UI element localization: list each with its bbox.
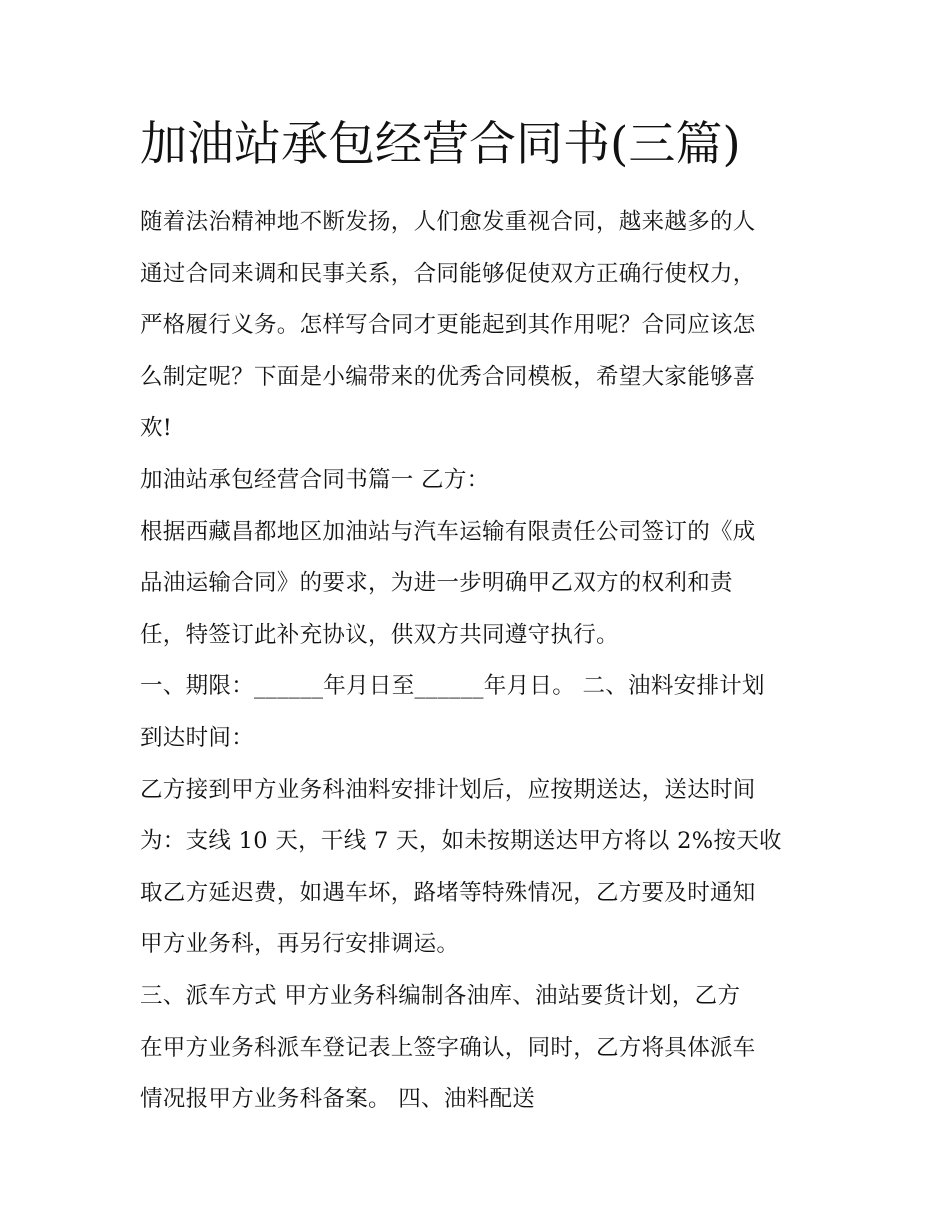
body-line: 随着法治精神地不断发扬，人们愈发重视合同，越来越多的人 <box>140 209 756 235</box>
body-line: 取乙方延迟费，如遇车坏，路堵等特殊情况，乙方要及时通知 <box>140 879 756 906</box>
body-line: 到达时间： <box>140 724 255 751</box>
body-line: 为：支线 10 天，干线 7 天，如未按期送达甲方将以 2%按天收 <box>140 828 782 855</box>
body-line: 严格履行义务。怎样写合同才更能起到其作用呢？合同应该怎 <box>140 312 756 339</box>
body-line: 欢! <box>140 415 173 442</box>
document-title: 加油站承包经营合同书(三篇) <box>140 117 741 172</box>
body-line: 么制定呢？下面是小编带来的优秀合同模板，希望大家能够喜 <box>140 363 756 390</box>
document-body <box>140 197 820 1126</box>
body-line: 在甲方业务科派车登记表上签字确认，同时，乙方将具体派车 <box>140 1034 756 1061</box>
body-line: 情况报甲方业务科备案。 四、油料配送 <box>140 1086 536 1113</box>
body-line: 任，特签订此补充协议，供双方共同遵守执行。 <box>140 621 619 648</box>
body-line: 品油运输合同》的要求，为进一步明确甲乙双方的权利和责 <box>140 570 733 597</box>
body-line: 一、期限：______年月日至______年月日。 二、油料安排计划 <box>140 673 765 700</box>
body-line: 三、派车方式 甲方业务科编制各油库、油站要货计划，乙方 <box>140 982 741 1009</box>
body-line: 乙方接到甲方业务科油料安排计划后，应按期送达，送达时间 <box>140 776 756 803</box>
body-line: 甲方业务科，再另行安排调运。 <box>140 931 460 958</box>
body-line: 通过合同来调和民事关系，合同能够促使双方正确行使权力， <box>140 260 756 287</box>
section-heading-line: 加油站承包经营合同书篇一 乙方： <box>140 466 490 493</box>
body-line: 根据西藏昌都地区加油站与汽车运输有限责任公司签订的《成 <box>140 518 756 545</box>
